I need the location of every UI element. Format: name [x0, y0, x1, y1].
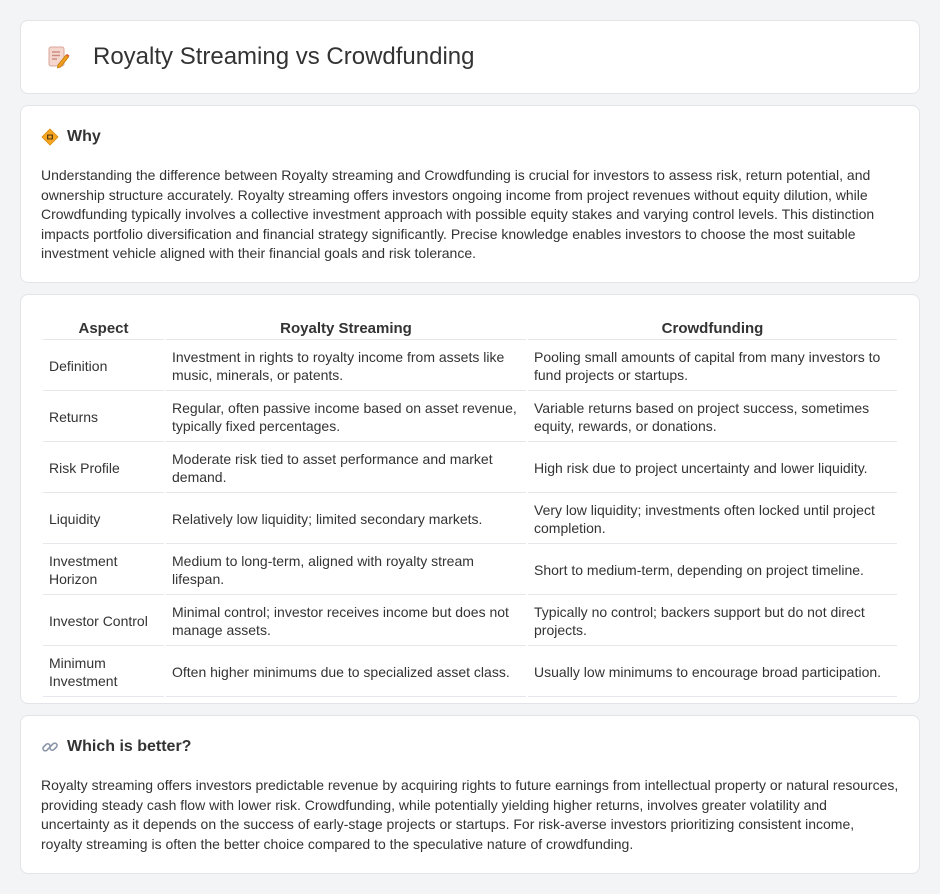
crowdfunding-cell: Usually low minimums to encourage broad participation. [528, 648, 897, 697]
table-row [43, 597, 897, 646]
column-header: Royalty Streaming [166, 317, 526, 340]
royalty-cell: Regular, often passive income based on asset revenue, typically fixed percentages. [166, 393, 526, 442]
aspect-cell: Liquidity [43, 495, 164, 544]
document-edit-icon [45, 44, 71, 70]
table-row [43, 648, 897, 697]
diamond-sign-icon [41, 128, 59, 146]
column-header: Aspect [43, 317, 164, 340]
crowdfunding-cell: High risk due to project uncertainty and lower liquidity. [528, 444, 897, 493]
royalty-cell: Investment in rights to royalty income from assets like music, minerals, or patents. [166, 342, 526, 391]
table-row [43, 393, 897, 442]
title-card [20, 20, 920, 94]
table-row [43, 546, 897, 595]
table-row [43, 342, 897, 391]
why-text: Understanding the difference between Royalty streaming and Crowdfunding is crucial for investors to assess risk, return potential, and ownership structure accurately. Royalty streaming offers investors ongoing income from project revenues without equity dilution, while Crowdfunding typically involves a collective investment approach with possible equity stakes and varying control levels. This distinction impacts portfolio diversification and financial strategy significantly. Precise knowledge enables investors to choose the most suitable investment vehicle aligned with their financial goals and risk tolerance. [41, 167, 875, 262]
crowdfunding-cell: Variable returns based on project success, sometimes equity, rewards, or donations. [528, 393, 897, 442]
royalty-cell: Relatively low liquidity; limited secondary markets. [166, 495, 526, 544]
royalty-cell: Moderate risk tied to asset performance and market demand. [166, 444, 526, 493]
aspect-cell: Risk Profile [43, 444, 164, 493]
crowdfunding-cell: Short to medium-term, depending on project timeline. [528, 546, 897, 595]
crowdfunding-cell: Pooling small amounts of capital from many investors to fund projects or startups. [528, 342, 897, 391]
crowdfunding-cell: Typically no control; backers support but do not direct projects. [528, 597, 897, 646]
column-header: Crowdfunding [528, 317, 897, 340]
aspect-cell: Investment Horizon [43, 546, 164, 595]
aspect-cell: Investor Control [43, 597, 164, 646]
crowdfunding-cell: Very low liquidity; investments often locked until project completion. [528, 495, 897, 544]
aspect-cell: Minimum Investment [43, 648, 164, 697]
why-title: Why [67, 128, 101, 145]
comparison-table [41, 315, 899, 699]
aspect-cell: Definition [43, 342, 164, 391]
which-is-better-title: Which is better? [67, 738, 192, 755]
link-icon [41, 738, 59, 756]
table-header-row [43, 317, 897, 340]
comparison-table-card [20, 294, 920, 704]
royalty-cell: Often higher minimums due to specialized asset class. [166, 648, 526, 697]
which-is-better-text: Royalty streaming offers investors predictable revenue by acquiring rights to future earnings from intellectual property or natural resources, providing steady cash flow with lower risk. Crowdfunding, while potentially yielding higher returns, involves greater volatility and uncertainty as it depends on the success of early-stage projects or startups. For risk-averse investors prioritizing consistent income, royalty streaming is often the better choice compared to the speculative nature of crowdfunding. [41, 777, 899, 852]
page-title: Royalty Streaming vs Crowdfunding [93, 43, 475, 70]
royalty-cell: Minimal control; investor receives income but does not manage assets. [166, 597, 526, 646]
aspect-cell: Returns [43, 393, 164, 442]
why-section [20, 105, 920, 283]
which-is-better-section [20, 715, 920, 874]
table-row [43, 444, 897, 493]
royalty-cell: Medium to long-term, aligned with royalty stream lifespan. [166, 546, 526, 595]
table-row [43, 495, 897, 544]
